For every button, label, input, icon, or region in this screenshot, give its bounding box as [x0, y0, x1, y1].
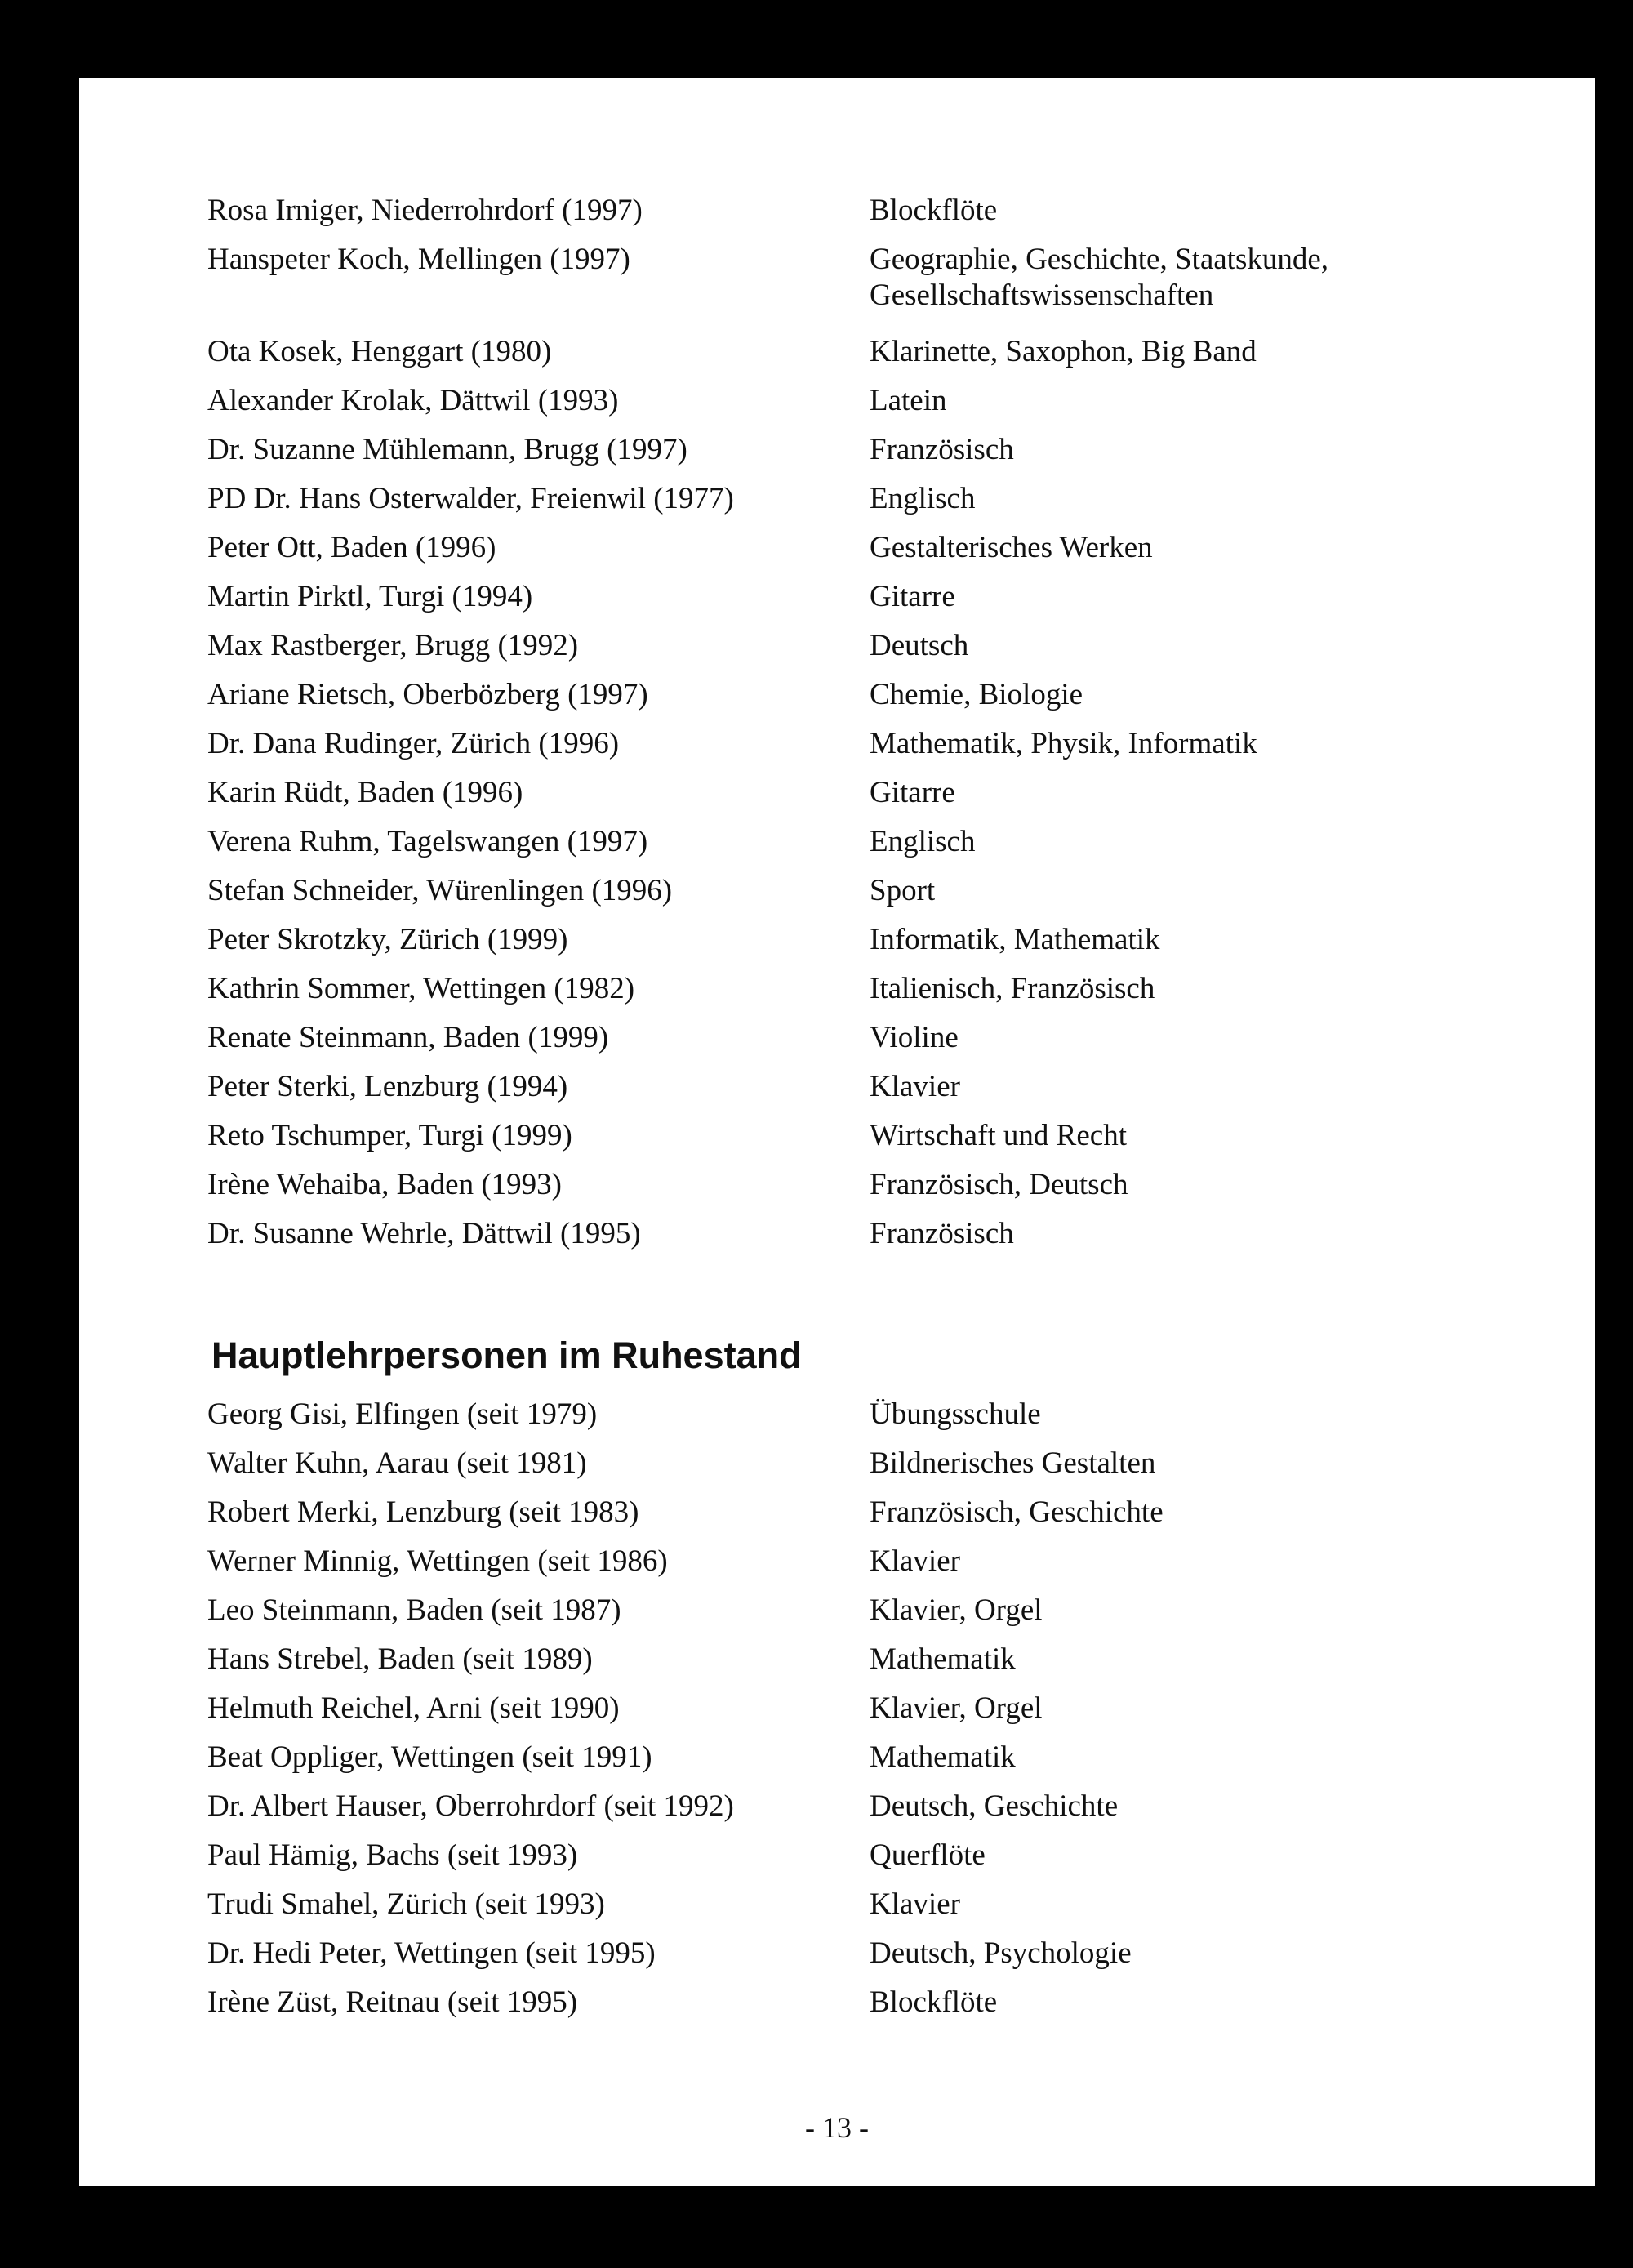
retired-subject: Mathematik: [870, 1740, 1016, 1774]
staff-subject: Chemie, Biologie: [870, 678, 1083, 711]
retired-name: Helmuth Reichel, Arni (seit 1990): [207, 1691, 620, 1725]
staff-name: Dr. Dana Rudinger, Zürich (1996): [207, 727, 620, 760]
staff-name: Kathrin Sommer, Wettingen (1982): [207, 972, 635, 1005]
retired-subject: Klavier, Orgel: [870, 1691, 1043, 1725]
retired-subject: Klavier, Orgel: [870, 1593, 1043, 1627]
staff-name: Hanspeter Koch, Mellingen (1997): [207, 243, 630, 276]
staff-subject: Französisch: [870, 1217, 1014, 1250]
staff-subject: [870, 242, 1328, 314]
staff-name: Irène Wehaiba, Baden (1993): [207, 1168, 562, 1201]
staff-subject: Violine: [870, 1021, 959, 1054]
retired-subject: Deutsch, Psychologie: [870, 1936, 1132, 1970]
retired-name: Dr. Hedi Peter, Wettingen (seit 1995): [207, 1936, 656, 1970]
staff-name: Ota Kosek, Henggart (1980): [207, 335, 552, 368]
retired-name: Leo Steinmann, Baden (seit 1987): [207, 1593, 621, 1627]
staff-subject: Englisch: [870, 825, 976, 858]
staff-name: Renate Steinmann, Baden (1999): [207, 1021, 609, 1054]
staff-subject: Französisch, Deutsch: [870, 1168, 1128, 1201]
retired-name: Dr. Albert Hauser, Oberrohrdorf (seit 1992): [207, 1789, 734, 1823]
staff-subject: Latein: [870, 384, 947, 417]
staff-name: Ariane Rietsch, Oberbözberg (1997): [207, 678, 648, 711]
staff-subject: Informatik, Mathematik: [870, 923, 1160, 956]
retired-subject: Bildnerisches Gestalten: [870, 1446, 1156, 1480]
staff-name: Stefan Schneider, Würenlingen (1996): [207, 874, 673, 907]
retired-subject: Klavier: [870, 1544, 960, 1578]
staff-name: Verena Ruhm, Tagelswangen (1997): [207, 825, 648, 858]
retired-subject: Deutsch, Geschichte: [870, 1789, 1119, 1823]
staff-name: Martin Pirktl, Turgi (1994): [207, 580, 533, 613]
staff-subject: Gitarre: [870, 776, 955, 809]
staff-subject: Italienisch, Französisch: [870, 972, 1155, 1005]
staff-subject: Klarinette, Saxophon, Big Band: [870, 335, 1257, 368]
retired-name: Beat Oppliger, Wettingen (seit 1991): [207, 1740, 652, 1774]
retired-name: Irène Züst, Reitnau (seit 1995): [207, 1985, 578, 2019]
staff-name: Max Rastberger, Brugg (1992): [207, 629, 579, 662]
retired-subject: Blockflöte: [870, 1985, 998, 2019]
retired-subject: Klavier: [870, 1887, 960, 1921]
staff-name: Reto Tschumper, Turgi (1999): [207, 1119, 572, 1152]
staff-subject: Englisch: [870, 482, 976, 515]
retired-subject: Französisch, Geschichte: [870, 1495, 1164, 1529]
staff-subject: Gitarre: [870, 580, 955, 613]
staff-name: Dr. Suzanne Mühlemann, Brugg (1997): [207, 433, 687, 466]
staff-name: Rosa Irniger, Niederrohrdorf (1997): [207, 194, 643, 227]
staff-subject: Deutsch: [870, 629, 969, 662]
retired-name: Werner Minnig, Wettingen (seit 1986): [207, 1544, 668, 1578]
staff-name: Alexander Krolak, Dättwil (1993): [207, 384, 619, 417]
staff-subject: Sport: [870, 874, 936, 907]
staff-name: Peter Skrotzky, Zürich (1999): [207, 923, 568, 956]
retired-name: Robert Merki, Lenzburg (seit 1983): [207, 1495, 639, 1529]
document-page: [79, 78, 1595, 2186]
retired-subject: Mathematik: [870, 1642, 1016, 1676]
retired-name: Paul Hämig, Bachs (seit 1993): [207, 1838, 578, 1872]
retired-subject: Querflöte: [870, 1838, 986, 1872]
retired-subject: Übungsschule: [870, 1397, 1041, 1431]
staff-subject: Französisch: [870, 433, 1014, 466]
staff-name: Dr. Susanne Wehrle, Dättwil (1995): [207, 1217, 641, 1250]
staff-subject: Blockflöte: [870, 194, 998, 227]
staff-subject-line1: Geographie, Geschichte, Staatskunde,: [870, 243, 1329, 276]
retired-name: Hans Strebel, Baden (seit 1989): [207, 1642, 593, 1676]
retired-name: Walter Kuhn, Aarau (seit 1981): [207, 1446, 587, 1480]
staff-subject: Gestalterisches Werken: [870, 531, 1153, 564]
staff-subject: Mathematik, Physik, Informatik: [870, 727, 1257, 760]
section-heading: Hauptlehrpersonen im Ruhestand: [211, 1335, 802, 1376]
staff-subject: Klavier: [870, 1070, 960, 1103]
page-number: - 13 -: [805, 2111, 869, 2144]
staff-name: Peter Ott, Baden (1996): [207, 531, 496, 564]
staff-subject-line2: Gesellschaftswissenschaften: [870, 278, 1214, 313]
staff-subject: Wirtschaft und Recht: [870, 1119, 1127, 1152]
staff-name: PD Dr. Hans Osterwalder, Freienwil (1977): [207, 482, 734, 515]
staff-name: Karin Rüdt, Baden (1996): [207, 776, 523, 809]
retired-name: Georg Gisi, Elfingen (seit 1979): [207, 1397, 598, 1431]
retired-name: Trudi Smahel, Zürich (seit 1993): [207, 1887, 605, 1921]
staff-name: Peter Sterki, Lenzburg (1994): [207, 1070, 568, 1103]
